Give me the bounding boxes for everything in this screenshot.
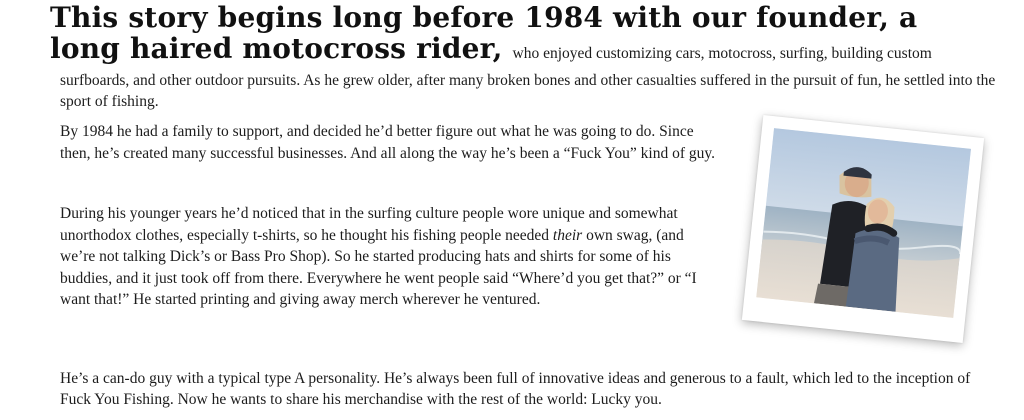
story-headline bbox=[50, 2, 1000, 69]
beach-hug-photo bbox=[756, 128, 971, 318]
polaroid-photo-frame bbox=[742, 115, 984, 343]
paragraph-swag-part2: own swag, (and we’re not talking Dick’s or Bass Pro Shop). So he started producing hats and shirts for some of his buddies, and it just took off from there. Everywhere he went people said “Where’d you get that?” or “I want that!” He started printing and giving away merch wherever he ventured. bbox=[60, 226, 697, 308]
paragraph-family: By 1984 he had a family to support, and decided he’d better figure out what he was going to do. Since then, he’s created many successful businesses. And all along the way he’s been a “Fuck You” kind of guy. bbox=[60, 123, 716, 162]
paragraph-swag bbox=[60, 203, 720, 311]
lead-inline-text: who enjoyed customizing cars, motocross, surfing, building custom bbox=[512, 45, 932, 62]
paragraph-swag-emphasis: their bbox=[552, 226, 583, 244]
beach-hug-illustration bbox=[756, 128, 971, 318]
headline-line-2 bbox=[50, 33, 1000, 69]
paragraph-personality: He’s a can-do guy with a typical type A personality. He’s always been full of innovative ideas and generous to a fault, which led to the inception of Fuck You Fishing. Now he wants to share his merchandise with the rest of the world: Lucky you. bbox=[60, 370, 971, 408]
lead-continuation: surfboards, and other outdoor pursuits. As he grew older, after many broken bones and other casualties suffered in the pursuit of fun, he settled into the sport of fishing. bbox=[60, 72, 996, 110]
headline-line-1: This story begins long before 1984 with our founder, a bbox=[50, 1, 918, 34]
headline-line-2-text: long haired motocross rider, bbox=[50, 32, 503, 65]
paragraph-swag-part1: During his younger years he’d noticed that in the surfing culture people wore unique and somewhat unorthodox clothes, especially t-shirts, so he thought his fishing people needed bbox=[60, 205, 678, 244]
